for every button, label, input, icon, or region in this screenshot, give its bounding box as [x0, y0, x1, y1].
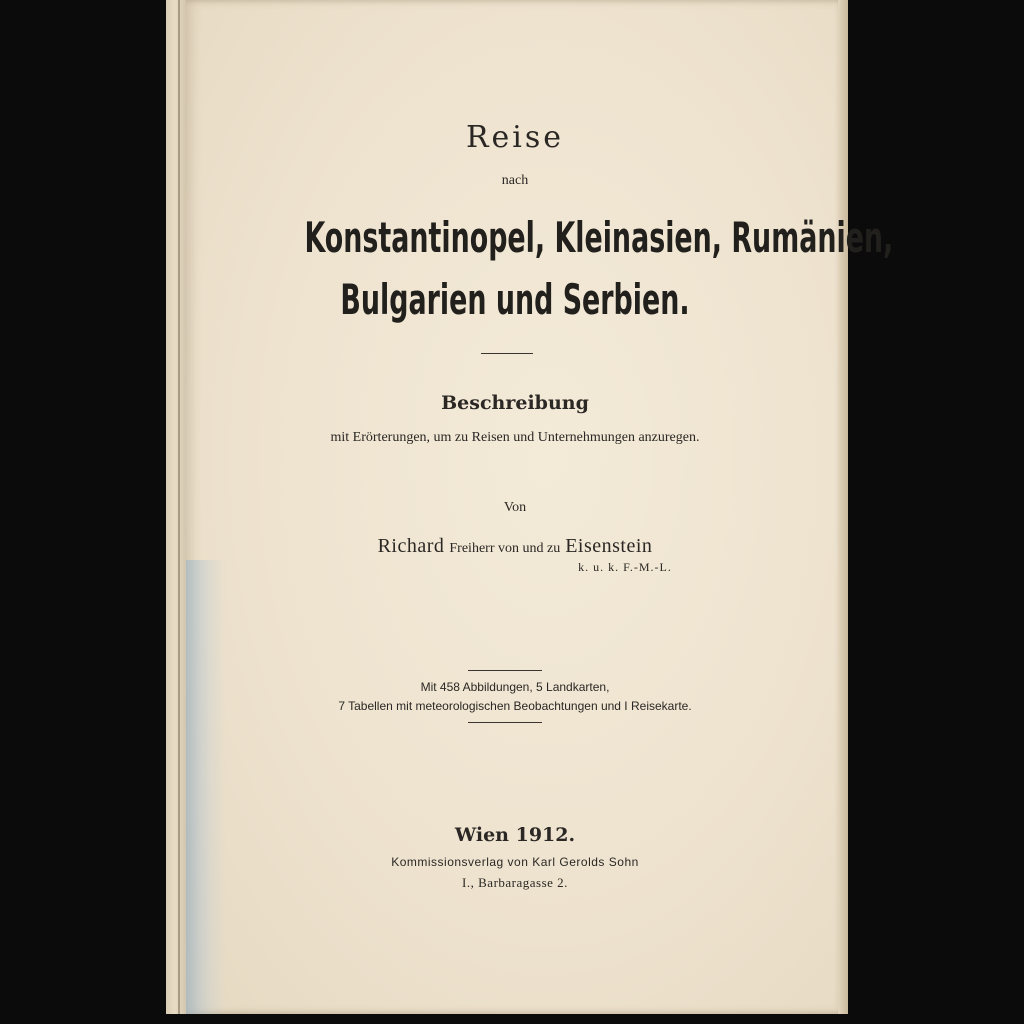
imprint-place-year: Wien 1912.	[454, 824, 576, 846]
binding-edge	[166, 0, 188, 1014]
book-title: Reise	[465, 120, 565, 155]
subtitle-detail: mit Erörterungen, um zu Reisen und Unternehmungen anzuregen.	[330, 430, 700, 445]
imprint-publisher: Kommissionsverlag von Karl Gerolds Sohn	[391, 855, 639, 869]
author-last-name: Eisenstein	[565, 535, 653, 557]
author-first-name: Richard	[377, 535, 445, 557]
subtitle: Beschreibung	[441, 392, 589, 414]
by-line: Von	[503, 500, 527, 515]
destinations-line-2: Bulgarien und Serbien.	[340, 275, 690, 324]
imprint-address: I., Barbaragasse 2.	[462, 875, 568, 890]
contents-line-1: Mit 458 Abbildungen, 5 Landkarten,	[420, 680, 610, 694]
author-rank: k. u. k. F.-M.-L.	[578, 560, 672, 574]
contents-rule-top	[468, 670, 542, 671]
title-preposition: nach	[501, 173, 529, 188]
destinations-line-1: Konstantinopel, Kleinasien, Rumänien,	[304, 213, 894, 262]
author-title: Freiherr von und zu	[449, 541, 561, 556]
title-page-content	[186, 0, 894, 1014]
binding-gutter-line	[178, 0, 180, 1014]
contents-rule-bottom	[468, 722, 542, 723]
divider-rule	[481, 353, 533, 354]
contents-line-2: 7 Tabellen mit meteorologischen Beobachtungen und I Reisekarte.	[338, 699, 692, 713]
